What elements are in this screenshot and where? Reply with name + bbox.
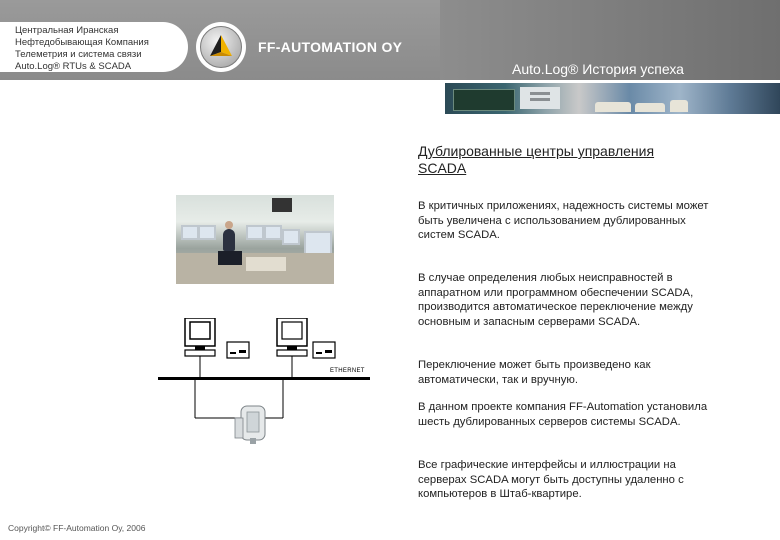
slide-title: Auto.Log® История успеха xyxy=(512,61,684,77)
header-photo-strip xyxy=(445,83,780,114)
copyright-footer: Copyright© FF-Automation Oy, 2006 xyxy=(8,523,146,533)
company-name: FF-AUTOMATION OY xyxy=(258,39,403,55)
section-heading: Дублированные центры управления SCADA xyxy=(418,143,655,176)
project-line-1: Центральная Иранская xyxy=(15,25,119,36)
backup-server-icon xyxy=(277,318,335,358)
paragraph-2: В случае определения любых неисправностей в аппаратном или программном обеспечении SCADA, производится автоматическое переключение между основным и запасным серверами SCADA. xyxy=(418,272,694,328)
primary-server-icon xyxy=(185,318,249,358)
ethernet-label: ETHERNET xyxy=(330,368,365,374)
control-room-photo xyxy=(176,195,334,284)
pyramid-logo-icon xyxy=(196,22,246,72)
project-info-text xyxy=(15,25,185,73)
project-line-3: Телеметрия и система связи xyxy=(15,49,142,60)
switchover-device-icon xyxy=(235,406,265,444)
paragraph-5: Все графические интерфейсы и иллюстрации на серверах SCADA могут быть доступны удаленно с компьютеров в Штаб-квартире. xyxy=(418,459,684,500)
redundant-servers-diagram xyxy=(155,318,385,468)
paragraph-3: Переключение может быть произведено как автоматически, так и вручную. xyxy=(418,359,651,386)
company-logo xyxy=(196,22,246,72)
paragraph-4: В данном проекте компания FF-Automation установила шесть дублированных серверов системы SCADA. xyxy=(418,401,708,428)
paragraph-1: В критичных приложениях, надежность системы может быть увеличена с использованием дублированных систем SCADA. xyxy=(418,200,709,241)
project-line-4: Auto.Log® RTUs & SCADA xyxy=(15,61,132,72)
project-line-2: Нефтедобывающая Компания xyxy=(15,37,149,48)
ethernet-bus-line xyxy=(158,377,370,380)
